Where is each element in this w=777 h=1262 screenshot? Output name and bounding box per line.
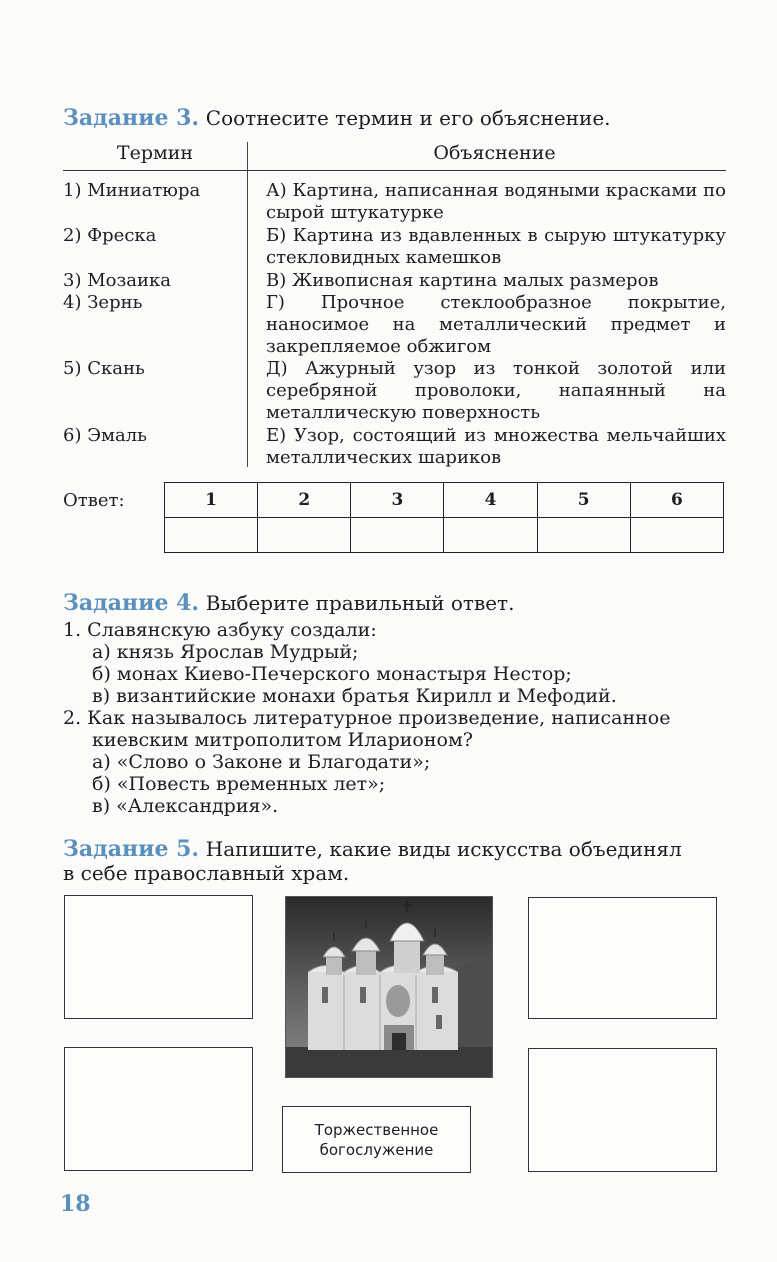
question-2-line2: киевским митрополитом Иларионом? [92, 729, 473, 751]
term-3: 3) Мозаика [63, 270, 171, 291]
answer-number-1: 1 [165, 483, 258, 518]
q2-option-b: б) «Повесть временных лет»; [92, 773, 386, 795]
task4-label: Задание 4. [63, 590, 200, 616]
answer-number-3: 3 [351, 483, 444, 518]
answer-box-bottom-left[interactable] [64, 1047, 253, 1171]
task4-title [63, 589, 514, 617]
answer-cell-4[interactable] [444, 518, 537, 553]
answer-number-5: 5 [537, 483, 630, 518]
task4-text: Выберите правильный ответ. [205, 591, 515, 615]
term-5: 5) Скань [63, 358, 145, 379]
answer-number-2: 2 [258, 483, 351, 518]
task5-title [63, 835, 682, 863]
task5-text-line2: в себе православный храм. [63, 861, 350, 885]
task3-title [63, 104, 611, 132]
term-6: 6) Эмаль [63, 425, 147, 446]
caption-box [282, 1106, 471, 1173]
answer-label: Ответ: [63, 490, 125, 511]
explanation-a: А) Картина, написанная водяными красками по сырой штукатурке [266, 180, 726, 223]
caption-line2: богослужение [319, 1140, 434, 1159]
matching-table [63, 140, 726, 470]
task5-label: Задание 5. [63, 836, 200, 862]
answer-input-row [165, 518, 724, 553]
explanation-column-header: Объяснение [433, 142, 556, 164]
task3-label: Задание 3. [63, 105, 200, 131]
column-divider [247, 142, 248, 467]
task5-text-line1: Напишите, какие виды искусства объединял [205, 837, 682, 861]
q1-option-b: б) монах Киево-Печерского монастыря Нестор; [92, 663, 572, 685]
answer-cell-1[interactable] [165, 518, 258, 553]
answer-box-bottom-right[interactable] [528, 1048, 717, 1172]
explanation-c: В) Живописная картина малых размеров [266, 270, 659, 291]
explanation-b: Б) Картина из вдавленных в сырую штукатурку стекловидных камешков [266, 225, 726, 268]
question-2-line1: 2. Как называлось литературное произведение, написанное [63, 707, 671, 729]
cathedral-illustration [286, 897, 492, 1077]
page-number: 18 [60, 1191, 91, 1217]
term-2: 2) Фреска [63, 225, 157, 246]
question-1: 1. Славянскую азбуку создали: [63, 619, 377, 641]
answer-number-6: 6 [630, 483, 723, 518]
answer-cell-6[interactable] [630, 518, 723, 553]
q1-option-a: а) князь Ярослав Мудрый; [92, 641, 359, 663]
answer-box-top-left[interactable] [64, 895, 253, 1019]
answer-table [164, 482, 724, 553]
q2-option-a: а) «Слово о Законе и Благодати»; [92, 751, 431, 773]
term-4: 4) Зернь [63, 292, 143, 313]
term-column-header: Термин [116, 142, 194, 164]
explanation-d: Г) Прочное стеклообразное покрытие, наносимое на металлический предмет и закрепляемое обжигом [266, 292, 726, 357]
header-divider [63, 170, 726, 171]
cathedral-photo [285, 896, 493, 1078]
answer-cell-5[interactable] [537, 518, 630, 553]
answer-cell-3[interactable] [351, 518, 444, 553]
answer-number-row [165, 483, 724, 518]
caption-line1: Торжественное [314, 1120, 439, 1139]
term-1: 1) Миниатюра [63, 180, 201, 201]
answer-box-top-right[interactable] [528, 897, 717, 1019]
q2-option-c: в) «Александрия». [92, 795, 279, 817]
task3-text: Соотнесите термин и его объяснение. [205, 106, 611, 130]
explanation-e: Д) Ажурный узор из тонкой золотой или серебряной проволоки, напаянный на металлическую поверхность [266, 358, 726, 423]
answer-number-4: 4 [444, 483, 537, 518]
answer-cell-2[interactable] [258, 518, 351, 553]
explanation-f: Е) Узор, состоящий из множества мельчайших металлических шариков [266, 425, 726, 468]
q1-option-c: в) византийские монахи братья Кирилл и Мефодий. [92, 685, 617, 707]
